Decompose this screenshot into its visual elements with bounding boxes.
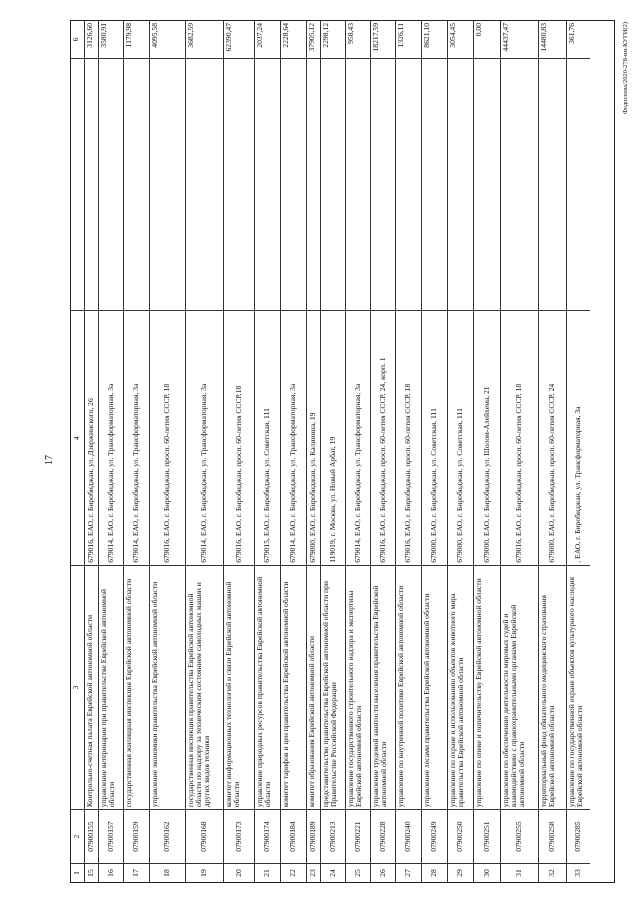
header-col-5 <box>71 58 84 310</box>
empty-cell <box>124 58 149 310</box>
empty-cell <box>474 58 500 310</box>
org-name: управление по охране и использованию объектов животного мира правительства Еврейской автономной области <box>448 565 473 809</box>
org-name: управление по опеке и попечительству Еврейской автономной области <box>474 565 500 809</box>
table-row <box>448 21 474 882</box>
table-row <box>567 21 590 882</box>
empty-cell <box>346 58 370 310</box>
org-address: 679016, ЕАО, г. Биробиджан, просп. 60-летия СССР, 18 <box>150 310 185 564</box>
data-table <box>70 20 615 883</box>
empty-cell <box>99 58 123 310</box>
table-row <box>124 21 150 882</box>
amount-value: 37905,12 <box>307 23 316 52</box>
row-number: 32 <box>539 863 566 882</box>
org-name: управление лесами правительства Еврейской автономной области <box>422 565 447 809</box>
org-name: комитет информационных технологий и связи Еврейской автономной области <box>224 565 254 809</box>
empty-cell <box>307 58 320 310</box>
org-address: 679016, ЕАО, г. Биробиджан, просп. 60-летия СССР, 24, корп. 1 <box>371 310 395 564</box>
header-col-3: 3 <box>71 565 84 809</box>
empty-cell <box>281 58 306 310</box>
row-number: 31 <box>501 863 538 882</box>
row-number: 28 <box>422 863 447 882</box>
row-number: 26 <box>371 863 395 882</box>
table-row <box>85 21 99 882</box>
row-number: 30 <box>474 863 500 882</box>
row-number: 24 <box>321 863 345 882</box>
table-row <box>396 21 422 882</box>
org-code: 07900258 <box>539 809 566 863</box>
header-col-2: 2 <box>71 809 84 863</box>
header-col-1: 1 <box>71 863 84 882</box>
org-name: управление экономики правительства Еврейской автономной области <box>150 565 185 809</box>
row-number: 15 <box>85 863 98 882</box>
org-address: 679016, ЕАО, г. Биробиджан, ул. Дзержинского, 26 <box>85 310 98 564</box>
row-number: 33 <box>567 863 590 882</box>
row-number: 27 <box>396 863 421 882</box>
empty-cell <box>501 58 538 310</box>
org-name: управление по внутренней политике Еврейской автономной области <box>396 565 421 809</box>
org-name: управление по государственной охране объектов культурного наследия Еврейской автономной области <box>567 565 590 809</box>
org-code: 07900251 <box>474 809 500 863</box>
org-name: управление ветеринарии при правительстве Еврейской автономной области <box>99 565 123 809</box>
empty-cell <box>448 58 473 310</box>
empty-cell <box>150 58 185 310</box>
amount-value: 3126,60 <box>85 23 94 48</box>
org-code: 07900189 <box>307 809 320 863</box>
amount-value: 62390,47 <box>224 23 233 52</box>
org-name: управление трудовой занятости населения правительства Еврейской автономной области <box>371 565 395 809</box>
org-address: 679016, ЕАО, г. Биробиджан, просп. 60-летия СССР, 18 <box>501 310 538 564</box>
org-code: 07900250 <box>448 809 473 863</box>
org-name: территориальный фонд обязательного медицинского страхования Еврейской автономной области <box>539 565 566 809</box>
amount-value: 3682,59 <box>186 23 195 48</box>
org-code: 07900174 <box>255 809 280 863</box>
footer-note: Федосеева/2020-278-нп-КУГИ(2) <box>622 22 629 115</box>
amount-value: 4095,58 <box>150 23 159 48</box>
header-col-6: 6 <box>71 37 80 42</box>
empty-cell <box>422 58 447 310</box>
row-number: 19 <box>186 863 223 882</box>
empty-cell <box>371 58 395 310</box>
row-number: 21 <box>255 863 280 882</box>
table-header-row <box>71 21 85 882</box>
org-code: 07900184 <box>281 809 306 863</box>
empty-cell <box>567 58 590 310</box>
table-row <box>346 21 371 882</box>
org-code: 07900162 <box>150 809 185 863</box>
row-number: 17 <box>124 863 149 882</box>
org-address: , ЕАО, г. Биробиджан, ул. Трансформаторная, 3а <box>567 310 590 564</box>
org-name: управление природных ресурсов правительства Еврейской автономной области <box>255 565 280 809</box>
amount-value: 8621,10 <box>422 23 431 48</box>
org-address: 679014, ЕАО, г. Биробиджан, ул. Трансформаторная, 3а <box>281 310 306 564</box>
table-row <box>371 21 396 882</box>
org-address: 119019, г. Москва, ул. Новый Арбат, 19 <box>321 310 345 564</box>
table-row <box>255 21 281 882</box>
amount-value: 44437,47 <box>501 23 510 52</box>
org-address: 679016, ЕАО, г. Биробиджан, просп. 60-летия СССР,18 <box>224 310 254 564</box>
empty-cell <box>85 58 98 310</box>
org-code: 07900155 <box>85 809 98 863</box>
row-number: 18 <box>150 863 185 882</box>
org-address: 679000, ЕАО, г. Биробиджан, просп. 60-летия СССР, 24 <box>539 310 566 564</box>
header-col-4: 4 <box>71 310 84 564</box>
row-number: 22 <box>281 863 306 882</box>
org-name: Контрольно-счетная палата Еврейской автономной области <box>85 565 98 809</box>
amount-value: 2298,12 <box>321 23 330 48</box>
table-row <box>281 21 307 882</box>
org-address: 679014, ЕАО, г. Биробиджан, ул. Трансформаторная, 3а <box>124 310 149 564</box>
amount-value: 2037,24 <box>255 23 264 48</box>
org-code: 07900249 <box>422 809 447 863</box>
org-name: комитет тарифов и цен правительства Еврейской автономной области <box>281 565 306 809</box>
org-code: 07900159 <box>124 809 149 863</box>
org-code: 07900157 <box>99 809 123 863</box>
amount-value: 3054,45 <box>448 23 457 48</box>
org-address: 679000, ЕАО, г. Биробиджан, ул. Шолом-Алейхема, 21 <box>474 310 500 564</box>
org-address: 679014, ЕАО, г. Биробиджан, ул. Трансформаторная, 3а <box>99 310 123 564</box>
org-name: представительство правительства Еврейской автономной области при Правительстве Российской Федерации <box>321 565 345 809</box>
org-code: 07900255 <box>501 809 538 863</box>
table-row <box>186 21 224 882</box>
row-number: 16 <box>99 863 123 882</box>
org-address: 679014, ЕАО, г. Биробиджан, ул. Трансформаторная, 3а <box>346 310 370 564</box>
table-row <box>307 21 321 882</box>
empty-cell <box>255 58 280 310</box>
amount-value: 18217,59 <box>371 23 380 52</box>
table-row <box>474 21 501 882</box>
amount-value: 958,43 <box>346 23 355 44</box>
amount-value: 3580,91 <box>99 23 108 48</box>
table-row <box>224 21 255 882</box>
org-address: 679015, ЕАО, г. Биробиджан, ул. Советская, 111 <box>255 310 280 564</box>
table-row <box>321 21 346 882</box>
empty-cell <box>396 58 421 310</box>
org-name: управление государственного строительного надзора и экспертизы Еврейской автономной области <box>346 565 370 809</box>
amount-value: 1326,11 <box>396 23 405 48</box>
org-name: управление по обеспечению деятельности мировых судей и взаимодействию с правоохранительными органами Еврейской автономной области <box>501 565 538 809</box>
org-address: 679000, ЕАО, г. Биробиджан, ул. Калинина, 19 <box>307 310 320 564</box>
row-number: 25 <box>346 863 370 882</box>
empty-cell <box>186 58 223 310</box>
org-address: 679014, ЕАО, г. Биробиджан, ул. Трансформаторная, 3а <box>186 310 223 564</box>
empty-cell <box>539 58 566 310</box>
org-code: 07900240 <box>396 809 421 863</box>
table-row <box>99 21 124 882</box>
table-body <box>85 21 590 882</box>
amount-value: 2228,64 <box>281 23 290 48</box>
row-number: 23 <box>307 863 320 882</box>
org-name: комитет образования Еврейской автономной области <box>307 565 320 809</box>
org-code: 07900221 <box>346 809 370 863</box>
table-row <box>422 21 448 882</box>
org-code: 07900168 <box>186 809 223 863</box>
org-code: 07900213 <box>321 809 345 863</box>
amount-value: 0,00 <box>474 23 483 37</box>
empty-cell <box>224 58 254 310</box>
table-row <box>539 21 567 882</box>
row-number: 20 <box>224 863 254 882</box>
table-row <box>501 21 539 882</box>
org-name: государственная инспекция правительства Еврейской автономной области по надзору за техническим состоянием самоходных машин и других видов техники <box>186 565 223 809</box>
amount-value: 1179,98 <box>124 23 133 48</box>
row-number: 29 <box>448 863 473 882</box>
empty-cell <box>321 58 345 310</box>
org-code: 07900173 <box>224 809 254 863</box>
page-number: 17 <box>44 455 55 465</box>
org-name: государственная жилищная инспекция Еврейской автономной области <box>124 565 149 809</box>
org-address: 679000, ЕАО, г. Биробиджан, ул. Советская, 111 <box>448 310 473 564</box>
org-code: 07900228 <box>371 809 395 863</box>
org-address: 679000, ЕАО, г. Биробиджан, ул. Советская, 111 <box>422 310 447 564</box>
table-row <box>150 21 186 882</box>
amount-value: 14480,83 <box>539 23 548 52</box>
amount-value: 361,76 <box>567 23 576 44</box>
org-code: 07900285 <box>567 809 590 863</box>
org-address: 679016, ЕАО, г. Биробиджан, просп. 60-летия СССР, 18 <box>396 310 421 564</box>
